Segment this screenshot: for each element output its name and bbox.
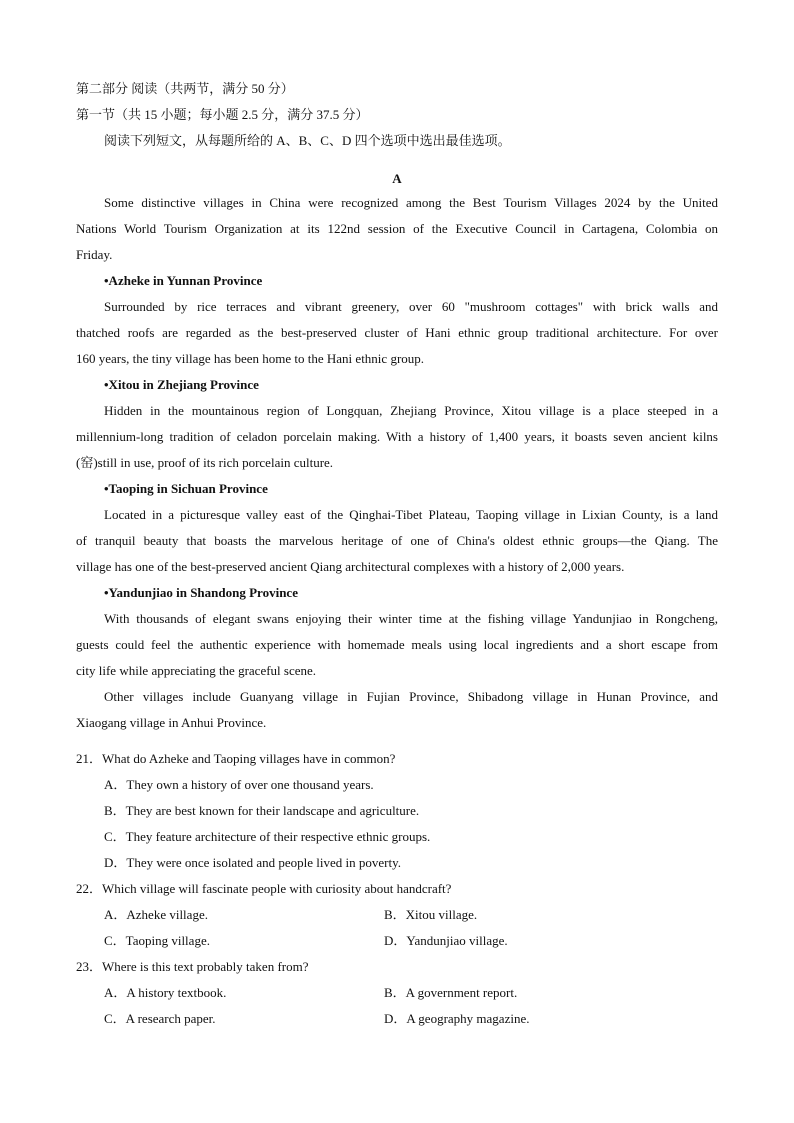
passage-label: A (392, 171, 402, 186)
paragraph-line: Surrounded by rice terraces and vibrant greenery, over 60 "mushroom cottages" with brick walls and (104, 299, 718, 314)
question-23-option-a[interactable]: A．A history textbook. (104, 985, 227, 1000)
question-21-option-b[interactable]: B．They are best known for their landscape and agriculture. (104, 803, 420, 818)
question-23-stem: 23．Where is this text probably taken from? (76, 959, 309, 974)
part-heading: 第二部分 阅读（共两节，满分 50 分） (76, 81, 294, 96)
paragraph-line: (窑)still in use, proof of its rich porcelain culture. (76, 455, 334, 470)
paragraph-line: With thousands of elegant swans enjoying their winter time at the fishing village Yandunjiao in Rongcheng, (104, 611, 718, 626)
paragraph-line: Hidden in the mountainous region of Longquan, Zhejiang Province, Xitou village is a place steeped in a (104, 403, 718, 418)
question-23-option-d[interactable]: D．A geography magazine. (384, 1011, 530, 1026)
paragraph-line: guests could feel the authentic experience with homemade meals using local ingredients and a short escape from (76, 637, 718, 652)
section-heading-xitou: •Xitou in Zhejiang Province (104, 377, 259, 392)
passage-intro-line: Nations World Tourism Organization at its 122nd session of the Executive Council in Cartagena, Colombia on (76, 221, 718, 236)
question-21-option-c[interactable]: C．They feature architecture of their respective ethnic groups. (104, 829, 431, 844)
closing-line: Other villages include Guanyang village in Fujian Province, Shibadong village in Hunan Province, and (104, 689, 718, 704)
question-22-option-c[interactable]: C．Taoping village. (104, 933, 210, 948)
question-22-option-b[interactable]: B．Xitou village. (384, 907, 478, 922)
question-23-option-c[interactable]: C．A research paper. (104, 1011, 216, 1026)
question-22-option-d[interactable]: D．Yandunjiao village. (384, 933, 508, 948)
question-23-option-b[interactable]: B．A government report. (384, 985, 518, 1000)
paragraph-line: millennium-long tradition of celadon porcelain making. With a history of 1,400 years, it boasts seven ancient kilns (76, 429, 718, 444)
section-heading-azheke: •Azheke in Yunnan Province (104, 273, 263, 288)
instruction-text: 阅读下列短文，从每题所给的 A、B、C、D 四个选项中选出最佳选项。 (104, 133, 511, 148)
paragraph-line: village has one of the best-preserved ancient Qiang architectural complexes with a history of 2,000 years. (76, 559, 625, 574)
question-21-option-a[interactable]: A．They own a history of over one thousand years. (104, 777, 374, 792)
question-21-option-d[interactable]: D．They were once isolated and people lived in poverty. (104, 855, 401, 870)
section-heading-yandunjiao: •Yandunjiao in Shandong Province (104, 585, 298, 600)
paragraph-line: city life while appreciating the graceful scene. (76, 663, 317, 678)
closing-line: Xiaogang village in Anhui Province. (76, 715, 267, 730)
passage-intro-line: Friday. (76, 247, 113, 262)
paragraph-line: of tranquil beauty that boasts the marvelous heritage of one of China's oldest ethnic groups—the Qiang. The (76, 533, 718, 548)
question-22-stem: 22．Which village will fascinate people with curiosity about handcraft? (76, 881, 452, 896)
paragraph-line: thatched roofs are regarded as the best-preserved cluster of Hani ethnic group traditional architecture. For over (76, 325, 718, 340)
paragraph-line: 160 years, the tiny village has been home to the Hani ethnic group. (76, 351, 425, 366)
paragraph-line: Located in a picturesque valley east of the Qinghai-Tibet Plateau, Taoping village in Lixian County, is a land (104, 507, 718, 522)
question-22-option-a[interactable]: A．Azheke village. (104, 907, 208, 922)
section-heading: 第一节（共 15 小题；每小题 2.5 分，满分 37.5 分） (76, 107, 369, 122)
passage-intro-line: Some distinctive villages in China were recognized among the Best Tourism Villages 2024 by the United (104, 195, 718, 210)
section-heading-taoping: •Taoping in Sichuan Province (104, 481, 268, 496)
question-21-stem: 21．What do Azheke and Taoping villages have in common? (76, 751, 396, 766)
